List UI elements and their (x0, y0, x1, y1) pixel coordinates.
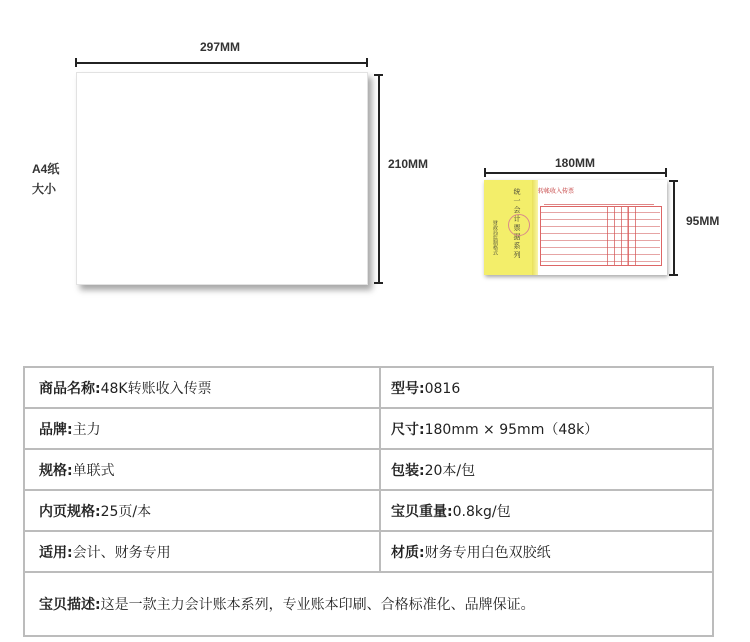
a4-height-label: 210MM (388, 157, 429, 171)
spec-cell-size: 尺寸:180mm × 95mm（48k） (380, 408, 713, 449)
a4-paper-sheet (76, 72, 368, 285)
a4-caption-line1: A4纸 (32, 162, 60, 176)
product-spec-table (23, 366, 714, 637)
spec-cell-packaging: 包装:20本/包 (380, 449, 713, 490)
spec-cell-weight: 宝贝重量:0.8kg/包 (380, 490, 713, 531)
spec-cell-brand: 品牌:主力 (24, 408, 380, 449)
a4-width-dimension-line (75, 62, 368, 64)
receipt-height-dimension-line (673, 180, 675, 276)
receipt-width-label: 180MM (555, 156, 596, 170)
receipt-height-label: 95MM (686, 214, 720, 228)
spec-row (24, 490, 713, 531)
receipt-width-dimension-line (484, 172, 667, 174)
spec-cell-spec: 规格:单联式 (24, 449, 380, 490)
receipt-width-tick-left (484, 168, 486, 177)
a4-width-tick-left (75, 58, 77, 67)
spec-row-description (24, 572, 713, 636)
spec-row (24, 408, 713, 449)
spec-cell-model: 型号:0816 (380, 367, 713, 408)
spec-cell-usage: 适用:会计、财务专用 (24, 531, 380, 572)
receipt-seal-stamp (508, 214, 530, 236)
a4-height-dimension-line (378, 74, 380, 284)
a4-height-tick-top (374, 74, 383, 76)
receipt-height-tick-top (669, 180, 678, 182)
spec-row (24, 449, 713, 490)
receipt-cover-text: 统一会计票据系列 (513, 188, 521, 260)
spec-row (24, 367, 713, 408)
receipt-height-tick-bottom (669, 274, 678, 276)
a4-width-tick-right (366, 58, 368, 67)
spec-cell-product-name: 商品名称:48K转账收入传票 (24, 367, 380, 408)
spec-row (24, 531, 713, 572)
spec-cell-inner-page: 内页规格:25页/本 (24, 490, 380, 531)
a4-caption-line2: 大小 (32, 182, 57, 196)
a4-height-tick-bottom (374, 282, 383, 284)
receipt-form-title: 转帐收入传票 (538, 188, 575, 195)
spec-cell-description: 宝贝描述:这是一款主力会计账本系列，专业账本印刷、合格标准化、品牌保证。 (24, 572, 713, 636)
a4-width-label: 297MM (200, 40, 241, 54)
receipt-form-grid (540, 206, 662, 266)
receipt-book-image (484, 180, 667, 275)
receipt-width-tick-right (665, 168, 667, 177)
spec-cell-material: 材质:财务专用白色双胶纸 (380, 531, 713, 572)
receipt-cover-subtext: 财政局监制格式 (492, 220, 498, 255)
